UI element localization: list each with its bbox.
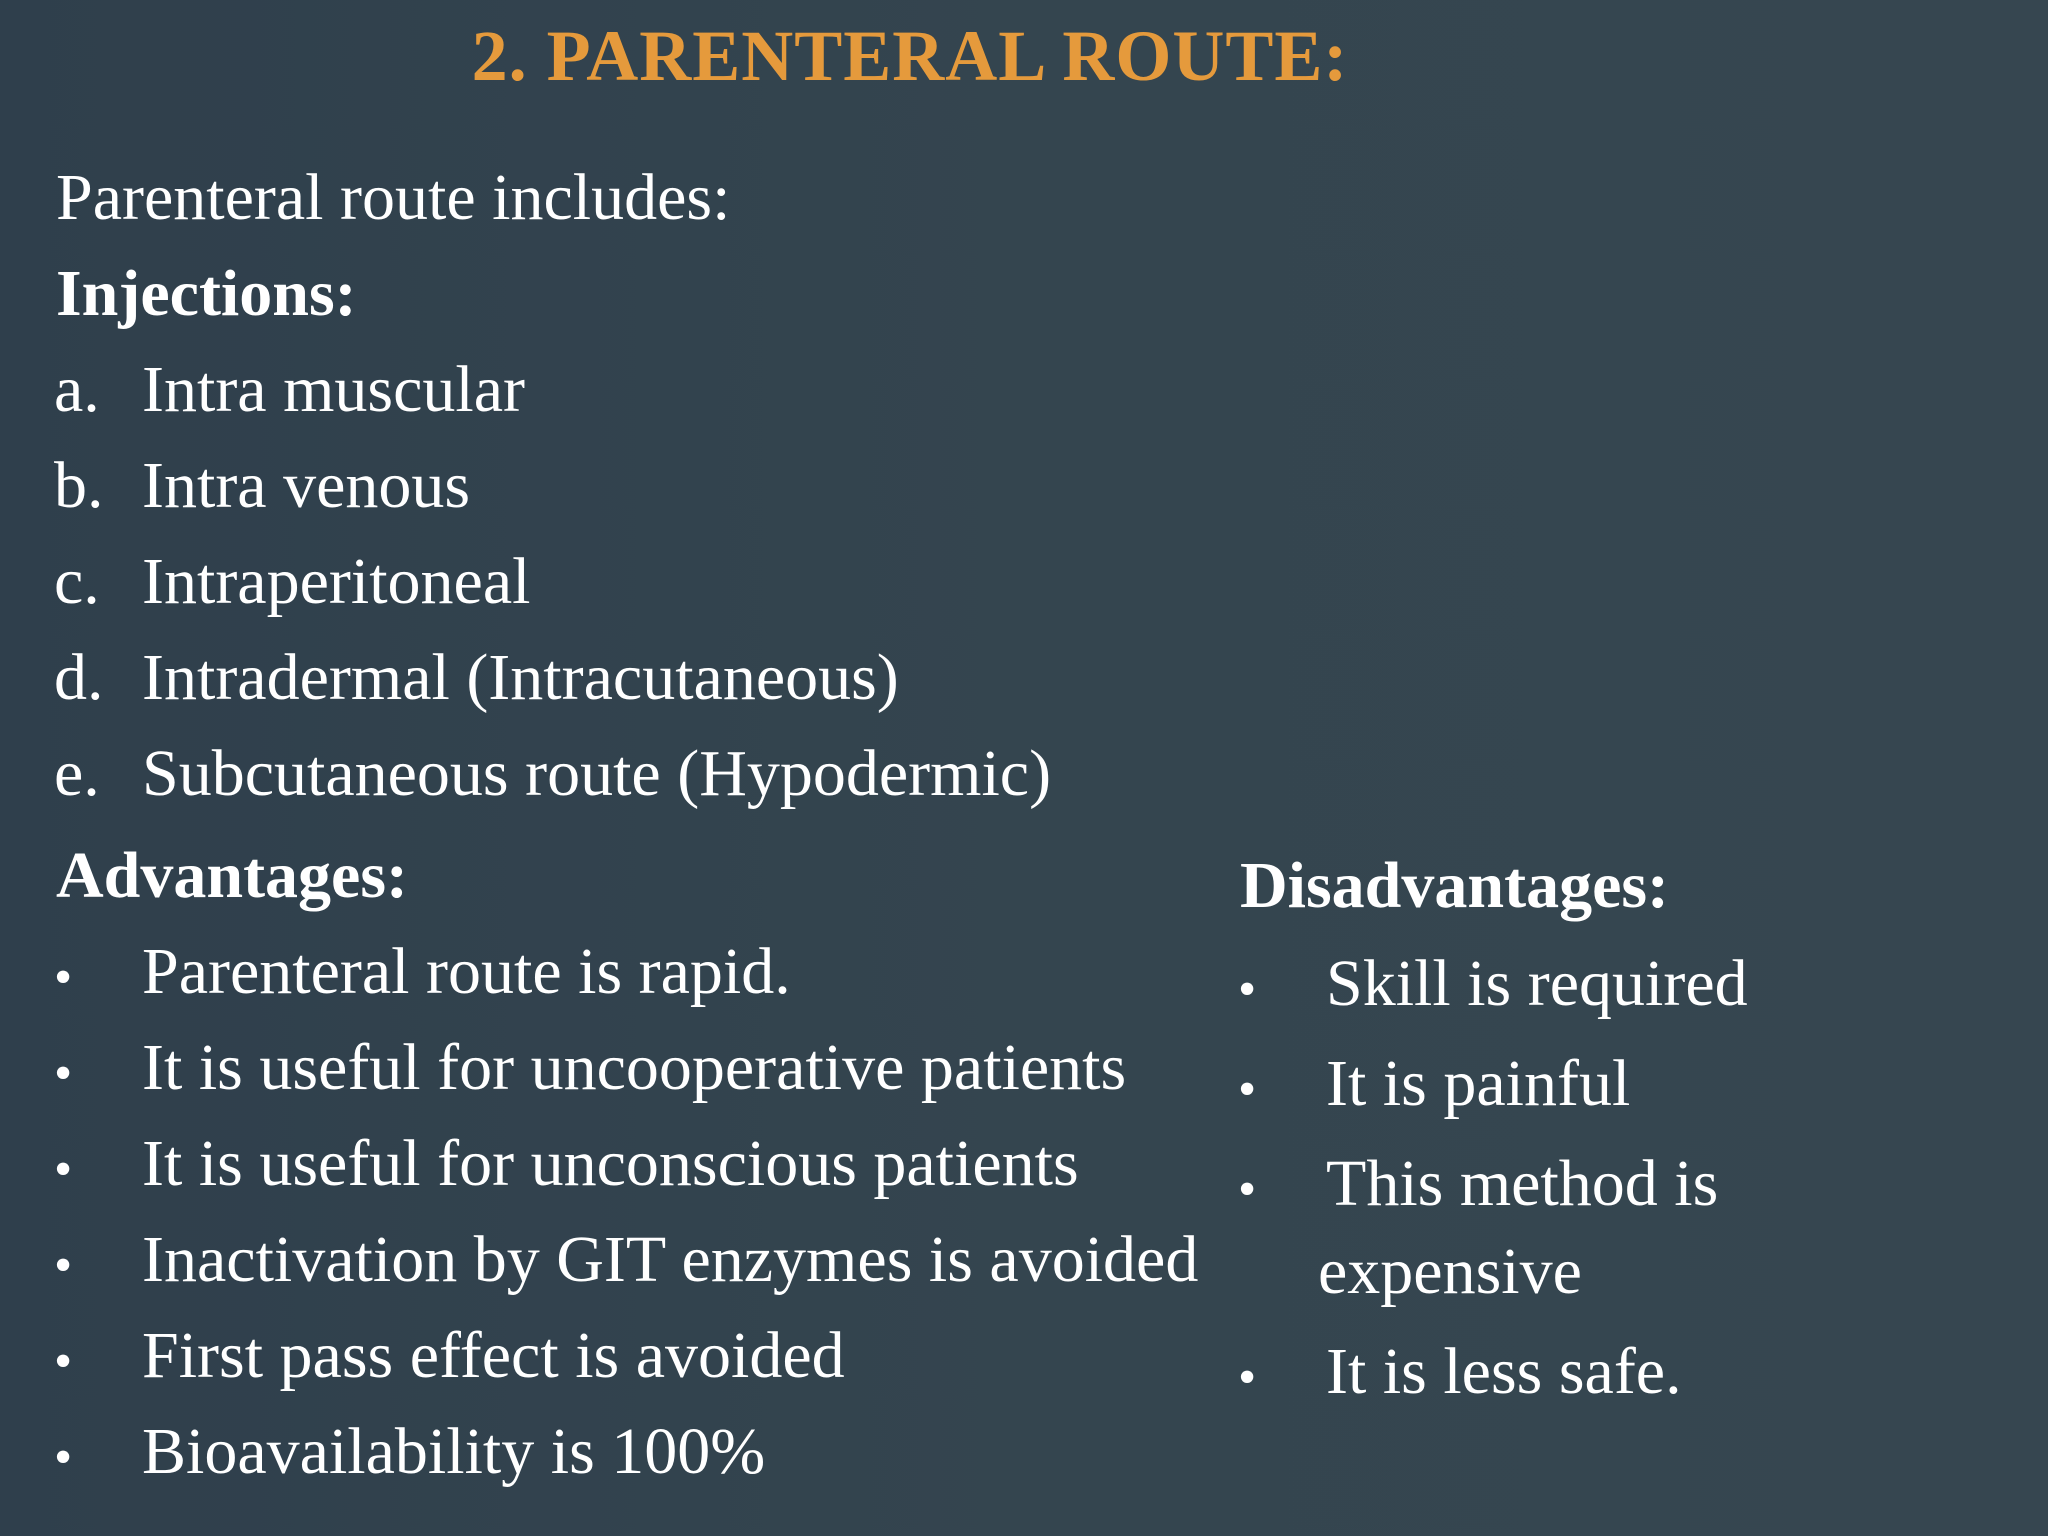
bullet-icon: • xyxy=(54,1237,73,1294)
advantage-item-text: It is useful for uncooperative patients xyxy=(142,1031,1127,1104)
list-marker: a. xyxy=(54,353,100,426)
bullet-icon: • xyxy=(1238,961,1257,1018)
advantage-item-text: It is useful for unconscious patients xyxy=(142,1127,1079,1200)
injections-heading: Injections: xyxy=(56,257,357,330)
advantage-item xyxy=(54,1316,1254,1396)
list-marker: d. xyxy=(54,641,104,714)
injection-item-text: Intra venous xyxy=(142,449,471,522)
injection-item xyxy=(54,542,954,622)
injection-item-text: Intradermal (Intracutaneous) xyxy=(142,641,899,714)
injection-item-text: Intra muscular xyxy=(142,353,526,426)
advantage-item-text: First pass effect is avoided xyxy=(142,1319,845,1392)
disadvantage-item-text: It is painful xyxy=(1326,1047,1631,1120)
list-marker: e. xyxy=(54,737,100,810)
injection-item-text: Intraperitoneal xyxy=(142,545,531,618)
list-marker: c. xyxy=(54,545,100,618)
disadvantage-item-text: It is less safe. xyxy=(1326,1335,1682,1408)
disadvantage-item xyxy=(1238,1332,2018,1412)
disadvantage-item-text: This method is xyxy=(1326,1147,1719,1220)
bullet-icon: • xyxy=(54,1045,73,1102)
advantage-item-text: Parenteral route is rapid. xyxy=(142,935,791,1008)
list-marker: b. xyxy=(54,449,104,522)
advantage-item xyxy=(54,1220,1304,1300)
injection-item-text: Subcutaneous route (Hypodermic) xyxy=(142,737,1052,810)
advantage-item-text: Inactivation by GIT enzymes is avoided xyxy=(142,1223,1199,1296)
injection-item xyxy=(54,350,954,430)
bullet-icon: • xyxy=(54,1333,73,1390)
disadvantage-continuation: expensive xyxy=(1318,1235,1582,1308)
advantage-item xyxy=(54,1028,1254,1108)
advantage-item xyxy=(54,932,1254,1012)
disadvantages-heading: Disadvantages: xyxy=(1240,849,1670,922)
bullet-icon: • xyxy=(1238,1161,1257,1218)
slide-title: 2. PARENTERAL ROUTE: xyxy=(471,16,1349,96)
disadvantage-item-text: Skill is required xyxy=(1326,947,1748,1020)
injection-item xyxy=(54,734,1154,814)
bullet-icon: • xyxy=(54,949,73,1006)
advantage-item xyxy=(54,1124,1254,1204)
disadvantage-item xyxy=(1238,1044,2018,1124)
disadvantage-item xyxy=(1238,944,2018,1024)
bullet-icon: • xyxy=(54,1141,73,1198)
bullet-icon: • xyxy=(1238,1349,1257,1406)
advantage-item xyxy=(54,1412,1254,1492)
advantages-heading: Advantages: xyxy=(56,839,409,912)
injection-item xyxy=(54,446,954,526)
intro-text: Parenteral route includes: xyxy=(56,161,731,234)
advantage-item-text: Bioavailability is 100% xyxy=(142,1415,766,1488)
bullet-icon: • xyxy=(1238,1061,1257,1118)
disadvantage-item xyxy=(1238,1144,2018,1224)
bullet-icon: • xyxy=(54,1429,73,1486)
injection-item xyxy=(54,638,1054,718)
